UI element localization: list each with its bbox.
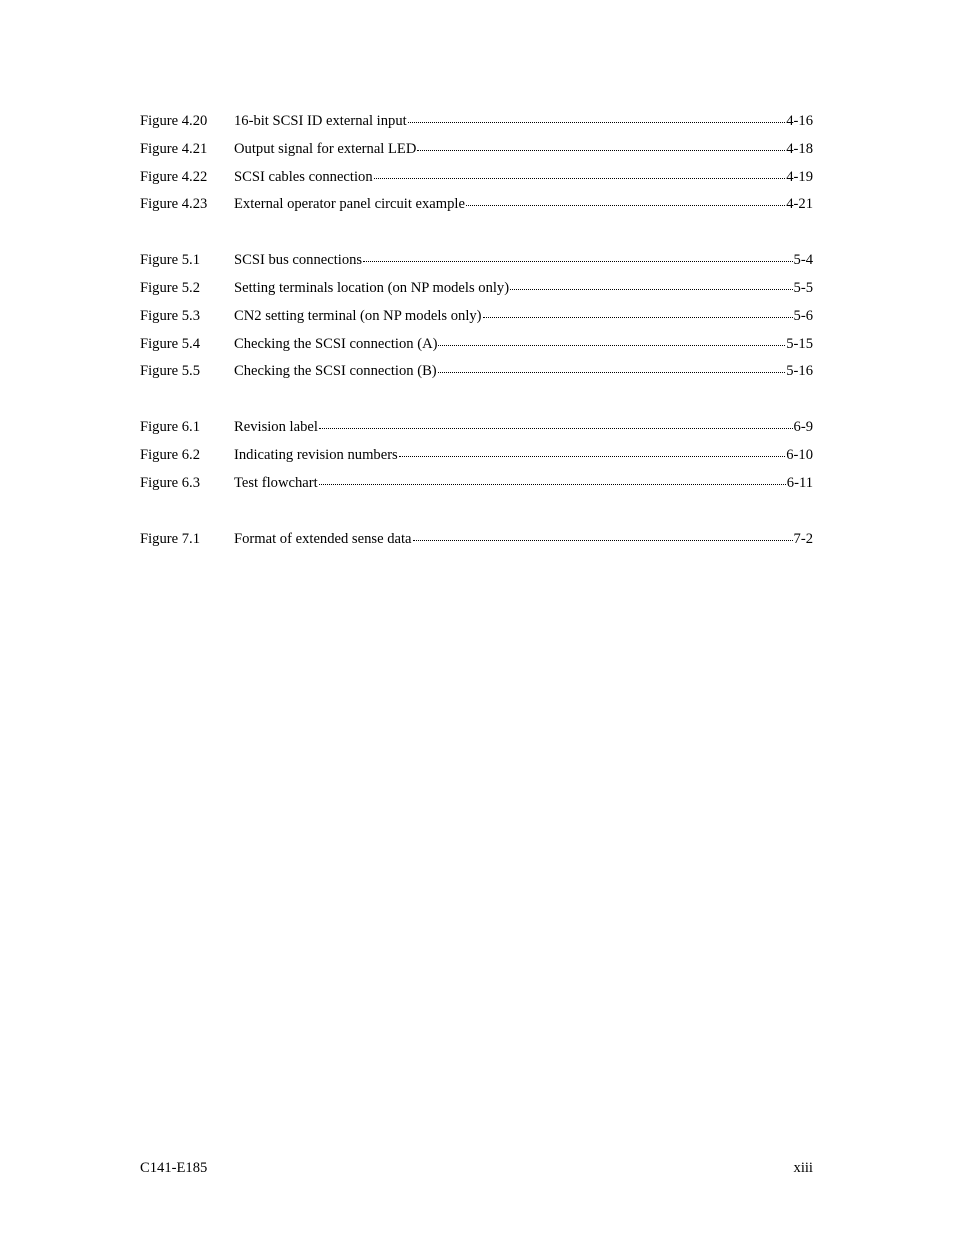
page-reference: 5-4 xyxy=(793,252,813,269)
figure-title: Format of extended sense data xyxy=(234,530,412,547)
figure-title: Checking the SCSI connection (A) xyxy=(234,335,438,352)
dot-leader xyxy=(319,417,793,431)
figure-number: Figure 6.1 xyxy=(140,419,200,436)
dot-leader xyxy=(466,194,785,208)
page-reference: 7-2 xyxy=(793,530,813,547)
page-reference: 5-5 xyxy=(793,279,813,296)
toc-entry[interactable] xyxy=(140,278,813,306)
figure-title: CN2 setting terminal (on NP models only) xyxy=(234,307,482,324)
page-number: xiii xyxy=(793,1160,813,1176)
page-reference: 6-11 xyxy=(786,474,813,491)
figure-title: Setting terminals location (on NP models only) xyxy=(234,279,510,296)
page-reference: 4-16 xyxy=(786,113,813,129)
toc-group-chapter-5 xyxy=(140,250,813,389)
toc-group-chapter-7 xyxy=(140,529,813,557)
dot-leader xyxy=(438,334,785,348)
figure-title: Test flowchart xyxy=(234,474,318,491)
figure-number: Figure 4.21 xyxy=(140,140,208,157)
toc-entry[interactable] xyxy=(140,167,813,195)
toc-entry[interactable] xyxy=(140,473,813,501)
page-reference: 6-9 xyxy=(793,419,813,436)
dot-leader xyxy=(510,278,792,292)
dot-leader xyxy=(483,306,793,320)
figure-title: SCSI cables connection xyxy=(234,168,373,185)
dot-leader xyxy=(399,445,785,459)
toc-entry[interactable] xyxy=(140,529,813,557)
figure-number: Figure 5.1 xyxy=(140,252,200,269)
toc-group-chapter-6 xyxy=(140,417,813,500)
toc-entry[interactable] xyxy=(140,445,813,473)
figure-number: Figure 4.22 xyxy=(140,168,208,185)
figure-title: SCSI bus connections xyxy=(234,252,363,269)
dot-leader xyxy=(413,529,793,543)
figure-number: Figure 4.20 xyxy=(140,113,208,129)
page-reference: 5-16 xyxy=(786,363,813,380)
dot-leader xyxy=(319,473,786,487)
page-reference: 4-18 xyxy=(786,140,813,157)
list-of-figures xyxy=(140,111,813,556)
figure-number: Figure 5.4 xyxy=(140,335,200,352)
figure-title: External operator panel circuit example xyxy=(234,196,465,213)
page-reference: 6-10 xyxy=(786,446,813,463)
figure-number: Figure 7.1 xyxy=(140,530,200,547)
page-reference: 5-6 xyxy=(793,307,813,324)
figure-title: Revision label xyxy=(234,419,318,436)
page-reference: 4-19 xyxy=(786,168,813,185)
figure-title: Output signal for external LED xyxy=(234,140,417,157)
toc-entry[interactable] xyxy=(140,361,813,389)
toc-group-chapter-4 xyxy=(140,111,813,222)
page-reference: 5-15 xyxy=(786,335,813,352)
toc-entry[interactable] xyxy=(140,334,813,362)
dot-leader xyxy=(408,111,786,125)
toc-entry[interactable] xyxy=(140,139,813,167)
toc-entry[interactable] xyxy=(140,417,813,445)
figure-number: Figure 6.2 xyxy=(140,446,200,463)
figure-number: Figure 5.2 xyxy=(140,279,200,296)
toc-entry[interactable] xyxy=(140,194,813,222)
dot-leader xyxy=(374,167,786,181)
figure-title: Checking the SCSI connection (B) xyxy=(234,363,437,380)
dot-leader xyxy=(417,139,785,153)
figure-title: Indicating revision numbers xyxy=(234,446,398,463)
figure-number: Figure 5.5 xyxy=(140,363,200,380)
toc-entry[interactable] xyxy=(140,111,813,139)
dot-leader xyxy=(438,361,786,375)
figure-number: Figure 4.23 xyxy=(140,196,208,213)
toc-entry[interactable] xyxy=(140,306,813,334)
figure-title: 16-bit SCSI ID external input xyxy=(234,113,407,129)
figure-number: Figure 6.3 xyxy=(140,474,200,491)
dot-leader xyxy=(363,250,792,264)
page-reference: 4-21 xyxy=(786,196,813,213)
document-id: C141-E185 xyxy=(140,1160,208,1176)
figure-number: Figure 5.3 xyxy=(140,307,200,324)
toc-entry[interactable] xyxy=(140,250,813,278)
